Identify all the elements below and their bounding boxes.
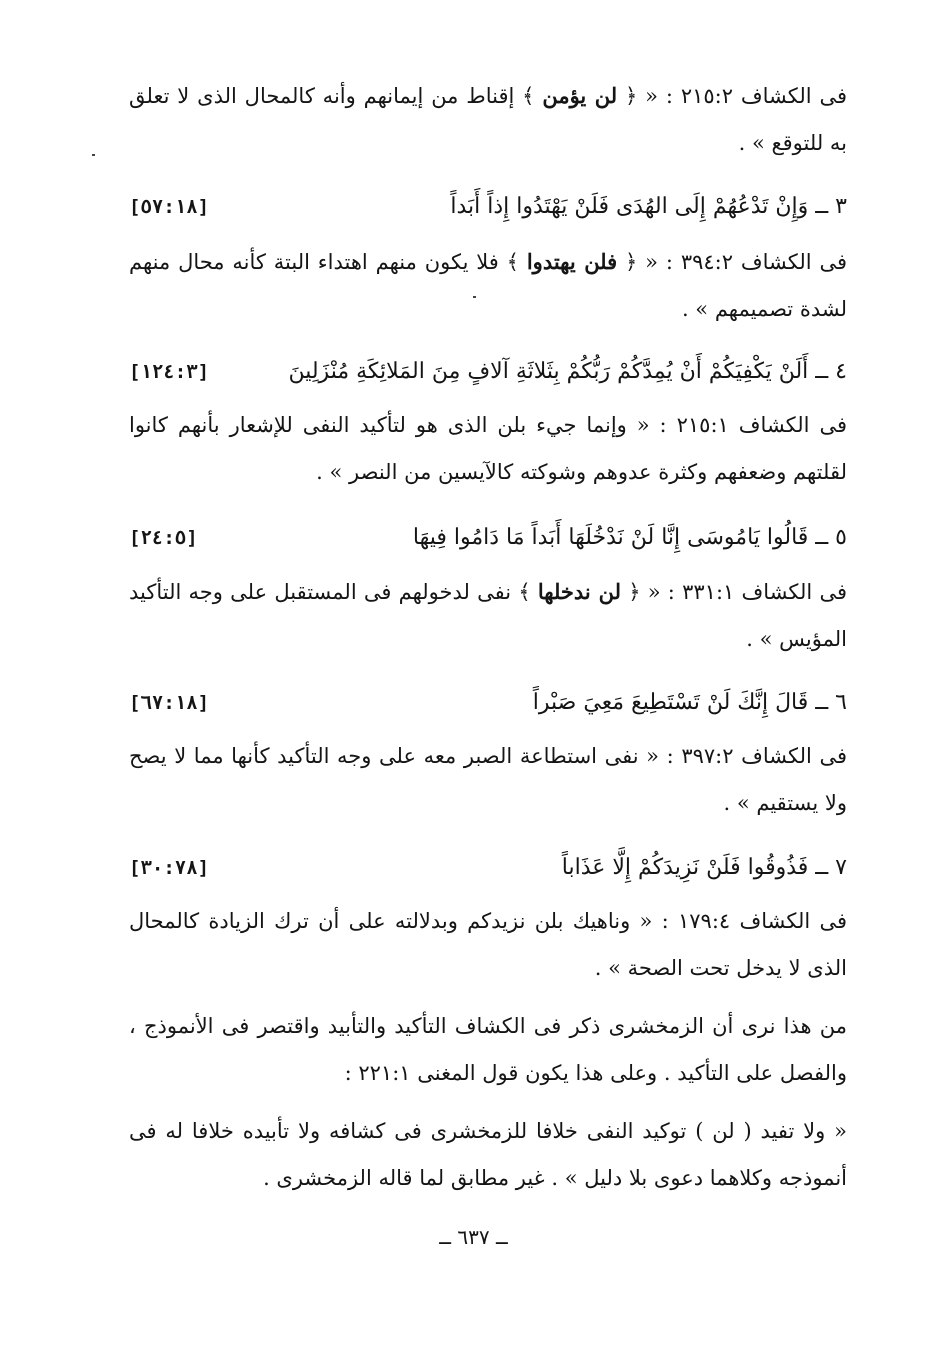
- verse-reference: [١٢٤:٣]: [129, 361, 210, 383]
- page-number: ــ ٦٣٧ ــ: [439, 1225, 508, 1249]
- verse-reference: [٥٧:١٨]: [129, 196, 210, 218]
- body-paragraph: [129, 1003, 847, 1097]
- quran-verse: [129, 187, 847, 227]
- quoted-phrase: لن ندخلها: [537, 579, 621, 604]
- commentary-paragraph: [129, 733, 847, 827]
- verse-text: ٧ ــ فَذُوقُوا فَلَنْ نَزِيدَكُمْ إِلَّا عَذَاباً: [561, 855, 847, 880]
- commentary-text: فى الكشاف ٣٩٧:٢ : « نفى استطاعة الصبر معه على وجه التأكيد كأنها مما لا يصح ولا يستقيم » .: [129, 744, 848, 815]
- commentary-text: فى الكشاف ٢١٥:٢ : « ﴿: [617, 84, 848, 108]
- verse-text: ٥ ــ قَالُوا يَامُوسَى إِنَّا لَنْ نَدْخُلَهَا أَبَداً مَا دَامُوا فِيهَا: [412, 525, 847, 550]
- verse-text: ٦ ــ قَالَ إِنَّكَ لَنْ تَسْتَطِيعَ مَعِيَ صَبْراً: [532, 690, 847, 715]
- verse-text: ٣ ــ وَإِنْ تَدْعُهُمْ إِلَى الهُدَى فَلَنْ يَهْتَدُوا إِذاً أَبَداً: [450, 194, 847, 219]
- verse-reference: [٦٧:١٨]: [129, 692, 210, 714]
- scan-speck: [473, 296, 476, 298]
- quran-verse: [129, 518, 847, 558]
- quoted-phrase: فلن يهتدوا: [526, 249, 618, 274]
- commentary-text: فى الكشاف ١٧٩:٤ : « وناهيك بلن نزيدكم وبدلالته على أن ترك الزيادة كالمحال الذى لا يدخل تحت الصحة » .: [129, 909, 848, 980]
- quran-verse: [129, 683, 847, 723]
- quran-verse: [129, 848, 847, 888]
- quoted-phrase: لن يؤمن: [542, 83, 618, 108]
- commentary-text: ﴾ نفى لدخولهم فى المستقبل على وجه التأكيد المؤيس » .: [129, 580, 847, 651]
- commentary-text: فى الكشاف ٣٣١:١ : « ﴿: [621, 580, 848, 604]
- commentary-text: ﴾ إقناط من إيمانهم وأنه كالمحال الذى لا تعلق به للتوقع » .: [129, 84, 847, 155]
- commentary-paragraph: [129, 402, 847, 496]
- commentary-paragraph: [129, 568, 847, 663]
- paragraph-text: من هذا نرى أن الزمخشرى ذكر فى الكشاف التأكيد والتأبيد واقتصر فى الأنموذج ، والفصل على التأكيد . وعلى هذا يكون قول المغنى ٢٢١:١ :: [129, 1014, 847, 1085]
- paragraph-text: « ولا تفيد ( لن ) توكيد النفى خلافا للزمخشرى فى كشافه ولا تأبيده خلافا له فى أنموذجه وكلاهما دعوى بلا دليل » . غير مطابق لما قاله الزمخشرى .: [129, 1119, 847, 1190]
- verse-reference: [٢٤:٥]: [129, 527, 198, 549]
- commentary-text: فى الكشاف ٣٩٤:٢ : « ﴿: [617, 250, 847, 274]
- quoted-paragraph: [129, 1108, 847, 1202]
- commentary-text: فى الكشاف ٢١٥:١ : « وإنما جيء بلن الذى هو لتأكيد النفى للإشعار بأنهم كانوا لقلتهم وضعفهم وكثرة عدوهم وشوكته كالآيسين من النصر » .: [129, 413, 848, 484]
- scan-speck: [92, 154, 95, 156]
- commentary-paragraph: [129, 898, 847, 992]
- quran-verse: [129, 352, 847, 392]
- verse-reference: [٣٠:٧٨]: [129, 857, 210, 879]
- commentary-paragraph: [129, 238, 847, 333]
- commentary-paragraph: [129, 72, 847, 167]
- commentary-text: ﴾ فلا يكون منهم اهتداء البتة كأنه محال منهم لشدة تصميمهم » .: [129, 250, 847, 321]
- verse-text: ٤ ــ أَلَنْ يَكْفِيَكُمْ أَنْ يُمِدَّكُمْ رَبُّكُمْ بِثَلاثَةِ آلافٍ مِنَ المَلائِكَةِ مُنْزَلِينَ: [288, 359, 847, 384]
